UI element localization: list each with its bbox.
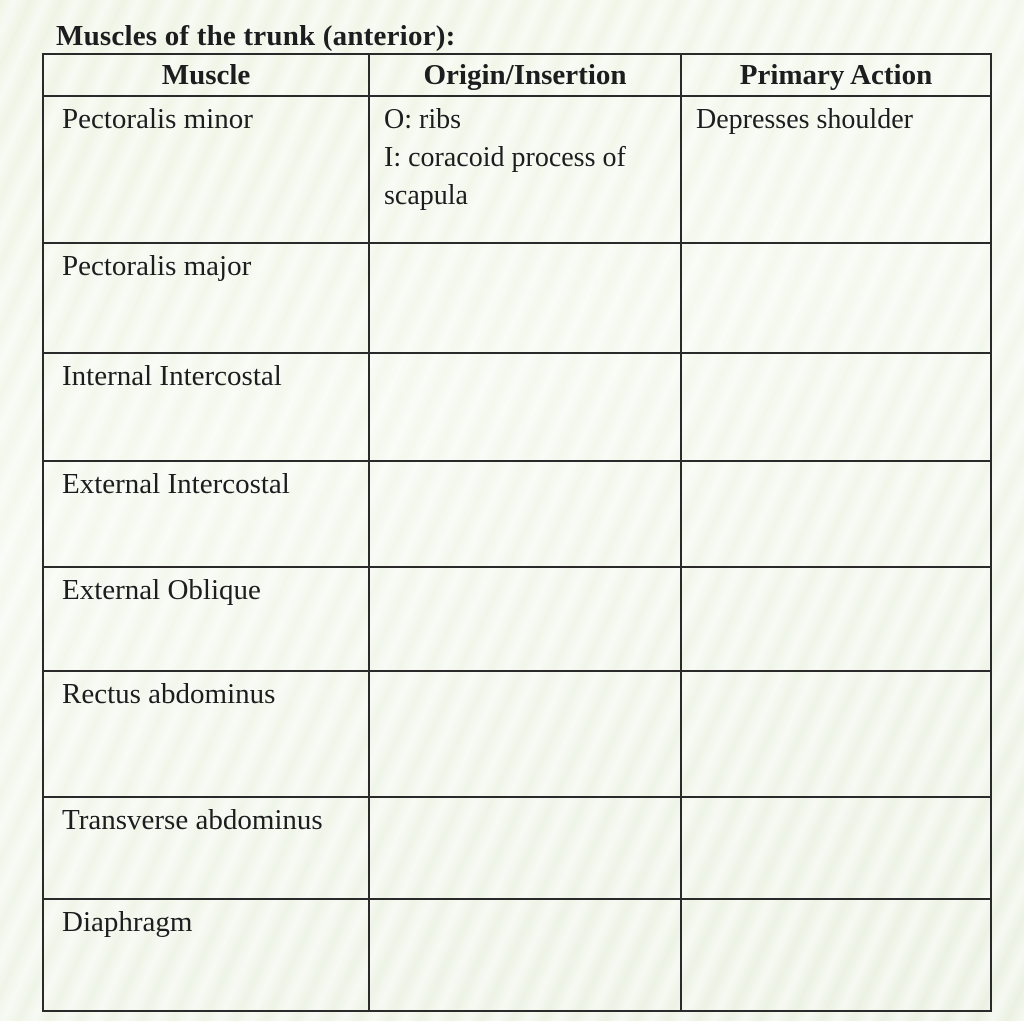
muscle-name: Pectoralis major [62,250,252,282]
muscle-cell [43,797,369,899]
table-row [43,671,991,797]
origin-insertion-cell[interactable] [369,797,681,899]
origin-insertion-cell[interactable] [369,353,681,461]
table-row [43,96,991,243]
origin-insertion-cell[interactable] [369,567,681,671]
primary-action-label: Primary Action [739,58,933,91]
column-header-muscle: Muscle [43,54,369,96]
muscle-name: External Intercostal [62,468,290,500]
table-row [43,567,991,671]
insertion-text-line2: scapula [384,180,468,211]
table-header-row [43,54,991,96]
muscle-name: External Oblique [62,574,261,606]
table-row [43,243,991,353]
muscle-cell [43,353,369,461]
muscles-table [42,53,992,1012]
muscle-name: Diaphragm [62,906,193,938]
table-row [43,353,991,461]
muscle-cell [43,671,369,797]
origin-insertion-cell[interactable] [369,899,681,1011]
insertion-text-line1: I: coracoid process of [384,142,626,173]
muscle-cell [43,461,369,567]
primary-action-cell[interactable] [681,243,991,353]
muscle-cell [43,243,369,353]
primary-action-cell[interactable] [681,899,991,1011]
table-row [43,899,991,1011]
primary-action-cell[interactable] [681,797,991,899]
primary-action-cell[interactable] [681,461,991,567]
page-title: Muscles of the trunk (anterior): [56,20,456,52]
origin-insertion-cell[interactable] [369,243,681,353]
origin-insertion-cell[interactable] [369,96,681,243]
muscle-name: Transverse abdominus [62,804,323,836]
action-text: Depresses shoulder [696,104,913,135]
primary-action-cell[interactable] [681,567,991,671]
muscle-cell [43,96,369,243]
primary-action-cell[interactable] [681,671,991,797]
column-header-primary-action [681,54,991,96]
primary-action-cell[interactable] [681,353,991,461]
muscle-name: Rectus abdominus [62,678,276,710]
origin-insertion-cell[interactable] [369,671,681,797]
origin-text: O: ribs [384,104,461,135]
origin-insertion-cell[interactable] [369,461,681,567]
primary-action-cell[interactable] [681,96,991,243]
muscle-name: Internal Intercostal [62,360,282,392]
muscle-cell [43,567,369,671]
column-header-origin-insertion: Origin/Insertion [369,54,681,96]
table-row [43,797,991,899]
muscle-name: Pectoralis minor [62,103,253,135]
muscle-cell [43,899,369,1011]
table-row [43,461,991,567]
